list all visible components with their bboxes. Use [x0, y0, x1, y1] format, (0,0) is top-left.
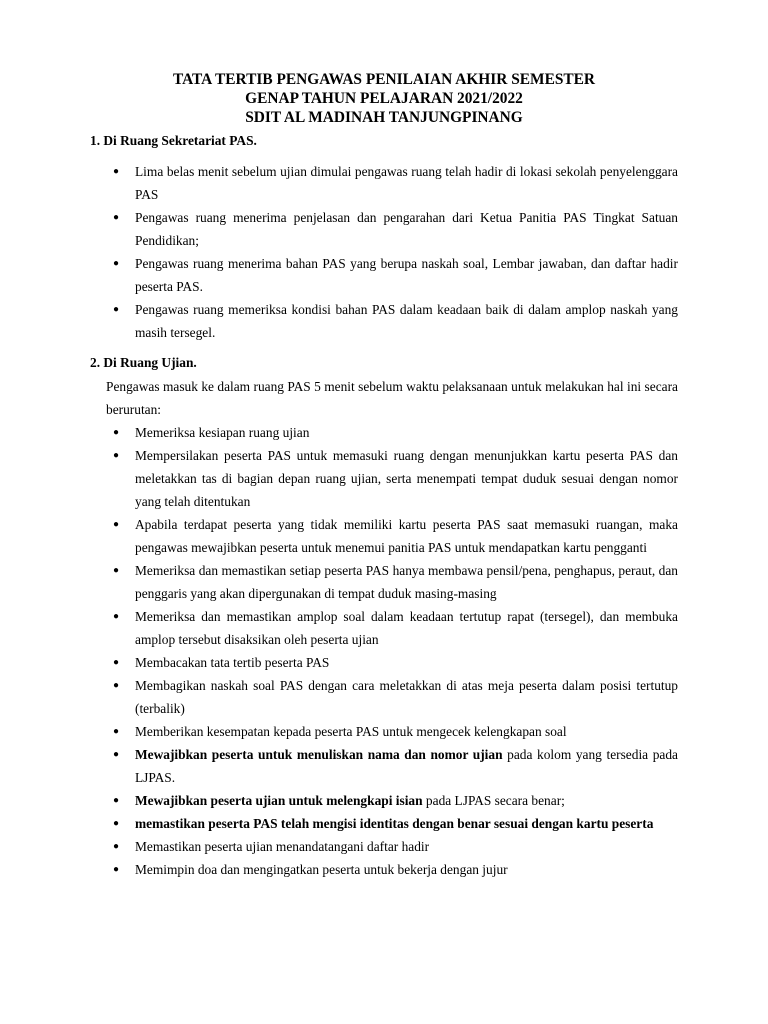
bullet-icon: ●	[113, 304, 120, 315]
bullet-icon: ●	[113, 427, 120, 438]
title-line-3: SDIT AL MADINAH TANJUNGPINANG	[245, 109, 523, 126]
document-title	[90, 70, 678, 127]
list-item-bold-text: Mewajibkan peserta ujian untuk melengkapi isian	[135, 793, 423, 808]
list-item-text: Memeriksa dan memastikan setiap peserta PAS hanya membawa pensil/pena, penghapus, peraut, dan penggaris yang akan dipergunakan di tempat duduk masing-masing	[135, 563, 678, 601]
list-item	[90, 858, 678, 881]
list-item-text: Memeriksa dan memastikan amplop soal dalam keadaan tertutup rapat (tersegel), dan membuka amplop tersebut disaksikan oleh peserta ujian	[135, 609, 678, 647]
list-item	[90, 743, 678, 789]
list-item-text: Mempersilakan peserta PAS untuk memasuki ruang dengan menunjukkan kartu peserta PAS dan meletakkan tas di bagian depan ruang ujian, serta menempati tempat duduk sesuai dengan nomor yang telah ditentukan	[135, 448, 678, 509]
title-line-1: TATA TERTIB PENGAWAS PENILAIAN AKHIR SEMESTER	[172, 71, 596, 88]
list-item	[90, 812, 678, 835]
list-item-text: pada kolom yang tersedia pada LJPAS.	[135, 747, 678, 785]
list-item	[90, 674, 678, 720]
list-item	[90, 444, 678, 513]
list-item-text: Memberikan kesempatan kepada peserta PAS untuk mengecek kelengkapan soal	[135, 724, 567, 739]
bullet-icon: ●	[113, 657, 120, 668]
list-item	[90, 605, 678, 651]
bullet-icon: ●	[113, 519, 120, 530]
list-item-text: Apabila terdapat peserta yang tidak memiliki kartu peserta PAS saat memasuki ruangan, maka pengawas mewajibkan peserta untuk menemui panitia PAS untuk mendapatkan kartu pengganti	[135, 517, 678, 555]
bullet-icon: ●	[113, 212, 120, 223]
bullet-icon: ●	[113, 818, 120, 829]
bullet-icon: ●	[113, 450, 120, 461]
list-item	[90, 651, 678, 674]
section-2-list	[90, 421, 678, 881]
bullet-icon: ●	[113, 166, 120, 177]
list-item-text: Memastikan peserta ujian menandatangani daftar hadir	[135, 839, 430, 854]
list-item-text: pada LJPAS secara benar;	[422, 793, 565, 808]
section-1-list	[90, 160, 678, 344]
section-1-heading: 1. Di Ruang Sekretariat PAS.	[90, 133, 257, 148]
list-item-text: Pengawas ruang memeriksa kondisi bahan PAS dalam keadaan baik di dalam amplop naskah yang masih tersegel.	[135, 302, 678, 340]
list-item-text: Memimpin doa dan mengingatkan peserta untuk bekerja dengan jujur	[135, 862, 508, 877]
bullet-icon: ●	[113, 726, 120, 737]
bullet-icon: ●	[113, 258, 120, 269]
bullet-icon: ●	[113, 795, 120, 806]
list-item-text: Memeriksa kesiapan ruang ujian	[135, 425, 310, 440]
list-item	[90, 720, 678, 743]
list-item	[90, 206, 678, 252]
list-item	[90, 789, 678, 812]
list-item	[90, 298, 678, 344]
list-item-text: Membacakan tata tertib peserta PAS	[135, 655, 330, 670]
section-2-heading: 2. Di Ruang Ujian.	[90, 355, 197, 370]
section-2-intro: Pengawas masuk ke dalam ruang PAS 5 menit sebelum waktu pelaksanaan untuk melakukan hal ini secara berurutan:	[106, 379, 678, 417]
list-item	[90, 835, 678, 858]
bullet-icon: ●	[113, 680, 120, 691]
bullet-icon: ●	[113, 749, 120, 760]
list-item	[90, 421, 678, 444]
list-item	[90, 559, 678, 605]
list-item-text: Pengawas ruang menerima bahan PAS yang berupa naskah soal, Lembar jawaban, dan daftar hadir peserta PAS.	[135, 256, 678, 294]
title-line-2: GENAP TAHUN PELAJARAN 2021/2022	[245, 90, 523, 107]
list-item-text: Membagikan naskah soal PAS dengan cara meletakkan di atas meja peserta dalam posisi tertutup (terbalik)	[135, 678, 678, 716]
bullet-icon: ●	[113, 864, 120, 875]
list-item	[90, 513, 678, 559]
list-item	[90, 252, 678, 298]
list-item-bold-text: Mewajibkan peserta untuk menuliskan nama dan nomor ujian	[135, 747, 503, 762]
bullet-icon: ●	[113, 611, 120, 622]
bullet-icon: ●	[113, 565, 120, 576]
list-item	[90, 160, 678, 206]
list-item-text: Pengawas ruang menerima penjelasan dan pengarahan dari Ketua Panitia PAS Tingkat Satuan Pendidikan;	[135, 210, 678, 248]
bullet-icon: ●	[113, 841, 120, 852]
list-item-bold-text: memastikan peserta PAS telah mengisi identitas dengan benar sesuai dengan kartu peserta	[135, 816, 654, 831]
list-item-text: Lima belas menit sebelum ujian dimulai pengawas ruang telah hadir di lokasi sekolah penyelenggara PAS	[135, 164, 678, 202]
